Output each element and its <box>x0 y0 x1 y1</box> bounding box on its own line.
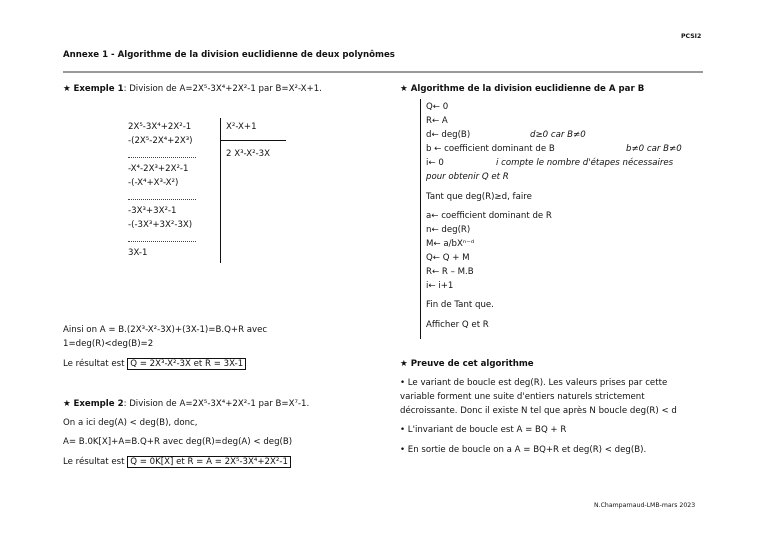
example1-label: Exemple 1 <box>73 84 124 94</box>
proof-variant: • Le variant de boucle est deg(R). Les valeurs prises par cette <box>400 378 668 388</box>
algo-line: R← R – M.B <box>426 267 474 277</box>
algo-line: i← 0 <box>426 158 444 168</box>
algo-comment: i compte le nombre d'étapes nécessaires <box>496 158 674 168</box>
example2-label: Exemple 2 <box>73 399 124 409</box>
algorithm-heading <box>400 84 644 94</box>
proof-heading <box>400 359 534 369</box>
title-divider <box>63 71 703 73</box>
algo-line: Q← 0 <box>426 102 449 112</box>
algo-line: a← coefficient dominant de R <box>426 211 552 221</box>
algo-line: R← A <box>426 116 448 126</box>
example1-degree-note: 1=deg(R)<deg(B)=2 <box>63 339 154 349</box>
division-row: 2X⁵-3X⁴+2X²-1 <box>128 122 192 132</box>
algo-end-while: Fin de Tant que. <box>426 300 494 310</box>
division-remainder: 3X-1 <box>128 248 148 258</box>
star-icon: ★ <box>63 84 71 94</box>
example1-conclusion: Ainsi on A = B.(2X³-X²-3X)+(3X-1)=B.Q+R avec <box>63 325 268 335</box>
division-row: -(-X⁴+X³-X²) <box>128 178 179 188</box>
example1-heading <box>63 84 322 94</box>
star-icon: ★ <box>400 84 408 94</box>
result-prefix: Le résultat est <box>63 457 125 467</box>
algo-comment: d≥0 car B≠0 <box>530 130 586 140</box>
proof-variant: décroissante. Donc il existe N tel que après N boucle deg(R) < d <box>400 406 677 416</box>
division-row: -3X³+3X²-1 <box>128 206 177 216</box>
algorithm-title: Algorithme de la division euclidienne de A par B <box>410 84 645 94</box>
algo-output: Afficher Q et R <box>426 320 489 330</box>
algo-line: b ← coefficient dominant de B <box>426 144 555 154</box>
example1-text: : Division de A=2X⁵-3X⁴+2X²-1 par B=X²-X+1. <box>123 84 322 94</box>
example1-result <box>63 359 246 369</box>
algo-line: i← i+1 <box>426 281 454 291</box>
proof-variant: variable forment une suite d'entiers naturels strictement <box>400 392 645 402</box>
algo-while: Tant que deg(R)≥d, faire <box>426 192 532 202</box>
proof-exit: • En sortie de boucle on a A = BQ+R et deg(R) < deg(B). <box>400 445 647 455</box>
example2-heading <box>63 399 309 409</box>
quotient: 2 X³-X²-3X <box>226 149 270 159</box>
result-box: Q = 2X³-X²-3X et R = 3X-1 <box>127 358 246 370</box>
result-box: Q = 0K[X] et R = A = 2X⁵-3X⁴+2X²-1 <box>127 456 291 468</box>
divisor: X²-X+1 <box>226 122 257 132</box>
division-row: -(-3X³+3X²-3X) <box>128 220 193 230</box>
class-label: PCSI2 <box>681 33 702 40</box>
star-icon: ★ <box>400 359 408 369</box>
footer-author: N.Champarnaud-LMB-mars 2023 <box>594 502 696 509</box>
algo-line: d← deg(B) <box>426 130 471 140</box>
proof-invariant: • L'invariant de boucle est A = BQ + R <box>400 425 567 435</box>
algo-comment: b≠0 car B≠0 <box>626 144 682 154</box>
division-row: -(2X⁵-2X⁴+2X³) <box>128 136 193 146</box>
example2-text: : Division de A=2X⁵-3X⁴+2X²-1 par B=X⁷-1. <box>123 399 310 409</box>
algorithm-bar <box>420 99 421 339</box>
division-horizontal-bar <box>220 140 286 141</box>
example2-result <box>63 457 291 467</box>
division-row: -X⁴-2X³+2X²-1 <box>128 164 189 174</box>
dotted-separator <box>128 241 196 242</box>
dotted-separator <box>128 199 196 200</box>
example2-line2: A= B.0K[X]+A=B.Q+R avec deg(R)=deg(A) < deg(B) <box>63 437 293 447</box>
algo-comment: pour obtenir Q et R <box>426 172 509 182</box>
algo-line: M← a/bXⁿ⁻ᵈ <box>426 239 475 249</box>
example2-line1: On a ici deg(A) < deg(B), donc, <box>63 418 198 428</box>
proof-title: Preuve de cet algorithme <box>410 359 534 369</box>
star-icon: ★ <box>63 399 71 409</box>
page-title: Annexe 1 - Algorithme de la division euclidienne de deux polynômes <box>63 50 395 60</box>
result-prefix: Le résultat est <box>63 359 125 369</box>
algo-line: n← deg(R) <box>426 225 471 235</box>
dotted-separator <box>128 157 196 158</box>
algo-line: Q← Q + M <box>426 253 470 263</box>
